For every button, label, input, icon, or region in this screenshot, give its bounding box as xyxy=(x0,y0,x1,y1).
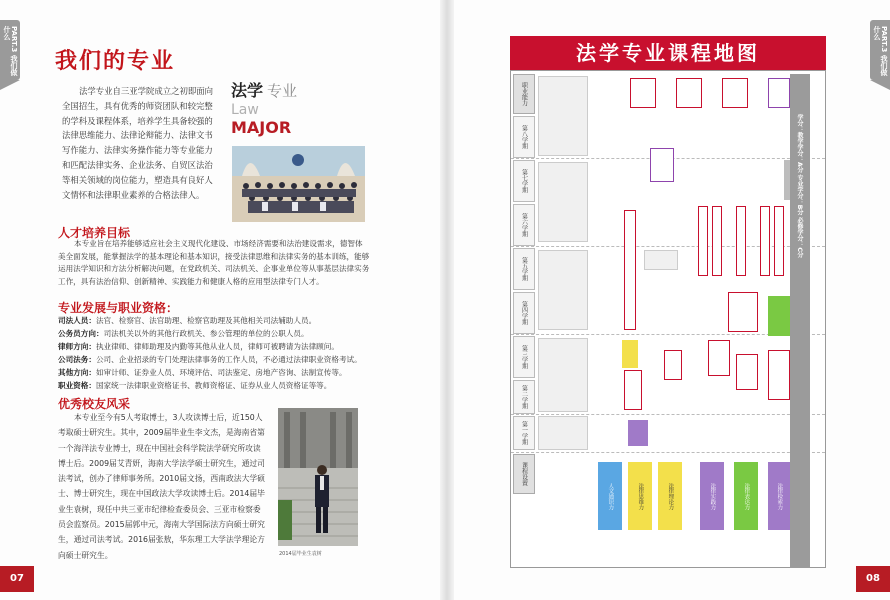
course-map-title: 法学专业课程地图 xyxy=(510,36,826,70)
career-item xyxy=(58,340,378,353)
career-item xyxy=(58,379,378,392)
semester-label: 第一学期 xyxy=(520,421,528,445)
course-box xyxy=(768,78,790,108)
course-box xyxy=(768,350,790,400)
career-item-text: 司法机关以外的其他行政机关、参公管理的单位的公职人员。 xyxy=(103,329,309,338)
page-number-right: 08 xyxy=(856,566,890,592)
career-item-text: 如审计师、证券业人员、环境评估、司法鉴定、房地产咨询、法制宣传等。 xyxy=(95,368,347,377)
course-box xyxy=(698,206,708,276)
ability-category-label: 法律实践力 xyxy=(709,482,716,510)
ability-category-label: 人文通识力 xyxy=(607,482,614,510)
semester-cell xyxy=(513,160,535,202)
career-item-label: 司法人员： xyxy=(58,316,96,325)
career-item-text: 公司、企业招录的专门处理法律事务的工作人员，不必通过法律职业资格考试。 xyxy=(95,355,362,364)
course-box xyxy=(712,206,722,276)
faculty-group-photo xyxy=(232,146,365,222)
map-head-ability xyxy=(513,74,535,114)
ability-category xyxy=(700,462,724,530)
map-head-course xyxy=(513,454,535,494)
course-box xyxy=(760,206,770,276)
course-box xyxy=(650,148,674,182)
major-heading-block xyxy=(231,78,371,137)
course-box xyxy=(630,78,656,108)
row-divider xyxy=(511,414,825,415)
right-side-tab-label: PART.3 我们做什么 xyxy=(873,26,888,76)
career-item-text: 法官、检察官、法官助理、检察官助理及其他相关司法辅助人员。 xyxy=(95,316,317,325)
course-box xyxy=(622,340,638,368)
map-head-course-label: 课程设置 xyxy=(520,462,528,486)
ability-category-label: 法律思维力 xyxy=(637,482,644,510)
career-item-label: 公务员方向： xyxy=(58,329,104,338)
course-box xyxy=(664,350,682,380)
career-item-label: 公司法务： xyxy=(58,355,96,364)
ability-category-label: 法律检索力 xyxy=(776,482,783,510)
training-goal-title: 人才培养目标 xyxy=(58,226,131,240)
career-item xyxy=(58,353,378,366)
alumni-photo xyxy=(278,408,358,546)
credit-side-rule-text: 学分：教学学分：A分 专业学分：B分 必修学分：C分 xyxy=(796,114,803,258)
semester-label: 第七学期 xyxy=(520,169,528,193)
ability-category-label: 法律理论力 xyxy=(667,482,674,510)
semester-label: 第八学期 xyxy=(520,125,528,149)
semester-label: 第三学期 xyxy=(520,345,528,369)
course-text-block xyxy=(538,250,588,330)
left-side-mark xyxy=(0,80,20,90)
career-list xyxy=(58,314,378,392)
page-gutter xyxy=(440,0,454,600)
course-box xyxy=(736,354,758,390)
alumni-text: 本专业至今有5人考取博士，3人攻读博士后，近150人考取硕士研究生。其中，2009届毕业生李文杰，是海南省第一个海洋法专业博士，现在中国社会科学院法学研究所攻读博士后。2009届艾青妍，海南大学法学硕士研究生，通过司法考试，创办了律师事务所。2010届文扬，西南政法大学硕士、博士研究生，现在中国政法大学攻读博士后。2014届毕业生袁树，现任中共三亚市纪律检查委员会、三亚市检察委员会监察员。2015届郭中元，海南大学国际法方向硕士研究生，通过司法考试。2016届张敖，华东理工大学法学理论方向硕士研究生。 xyxy=(58,413,265,560)
major-cn-light: 专业 xyxy=(267,82,298,100)
right-side-mark xyxy=(870,80,890,90)
semester-label: 第二学期 xyxy=(520,385,528,409)
major-en-line2: MAJOR xyxy=(231,118,292,137)
semester-cell xyxy=(513,380,535,414)
career-item xyxy=(58,366,378,379)
course-box xyxy=(644,250,678,270)
career-item-label: 其他方向： xyxy=(58,368,96,377)
course-box xyxy=(728,292,758,332)
career-item-text: 执业律师、律师助理及内勤等其他从业人员，律师可被聘请为法律顾问。 xyxy=(95,342,339,351)
semester-cell xyxy=(513,116,535,158)
career-item xyxy=(58,327,378,340)
major-cn-heading xyxy=(231,78,371,101)
major-cn-main: 法学 xyxy=(231,81,264,100)
semester-cell xyxy=(513,292,535,334)
semester-cell xyxy=(513,416,535,450)
alumni-photo-illustration xyxy=(278,408,358,546)
course-text-block xyxy=(538,416,588,450)
semester-label: 第四学期 xyxy=(520,301,528,325)
right-side-tab xyxy=(870,20,890,80)
map-head-ability-label: 职业能力 xyxy=(520,82,528,106)
career-item-label: 律师方向： xyxy=(58,342,96,351)
semester-cell xyxy=(513,204,535,246)
course-box xyxy=(768,296,790,336)
career-item-text: 国家统一法律职业资格证书、教师资格证、证券从业人员资格证等等。 xyxy=(95,381,332,390)
left-side-tab xyxy=(0,20,20,80)
course-box xyxy=(676,78,702,108)
ability-category xyxy=(768,462,790,530)
course-box xyxy=(628,420,648,446)
row-divider xyxy=(511,452,825,453)
ability-category xyxy=(734,462,758,530)
left-side-tab-label: PART.3 我们做什么 xyxy=(3,26,18,76)
course-box xyxy=(624,370,642,410)
page-title: 我们的专业 xyxy=(55,48,176,74)
page-number-left: 07 xyxy=(0,566,34,592)
course-text-block xyxy=(538,338,588,412)
major-en-line1: Law xyxy=(231,102,259,118)
ability-category xyxy=(658,462,682,530)
training-goal-text: 本专业旨在培养能够适应社会主义现代化建设、市场经济需要和法治建设需求，德智体美全面发展，能掌握法学的基本理论和基本知识，接受法律思维和法律实务的基本训练，能够运用法学知识和方法分析解决问题，在党政机关、司法机关、企事业单位等从事基层法律实务工作，具有法治信仰、创新精神、实践能力和健康人格的应用型法律专门人才。 xyxy=(58,239,370,286)
course-box xyxy=(624,210,636,330)
course-box xyxy=(736,206,746,276)
course-text-block xyxy=(538,162,588,242)
ability-category xyxy=(598,462,622,530)
course-box xyxy=(774,206,784,276)
career-item xyxy=(58,314,378,327)
semester-cell xyxy=(513,336,535,378)
career-item-label: 职业资格： xyxy=(58,381,96,390)
course-text-block xyxy=(538,76,588,156)
semester-cell xyxy=(513,248,535,290)
ability-category-label: 法律表达力 xyxy=(743,482,750,510)
ability-category xyxy=(628,462,652,530)
semester-label: 第五学期 xyxy=(520,257,528,281)
alumni-photo-caption: 2014届毕业生袁树 xyxy=(279,551,322,557)
course-box xyxy=(708,340,730,376)
credit-side-rule xyxy=(790,74,810,568)
intro-paragraph: 法学专业自三亚学院成立之初即面向全国招生，具有优秀的师资团队和较完整的学科及课程体系，培养学生具备较强的法律思维能力、法律论辩能力、法律文书写作能力、法律实务操作能力等专业能力和匹配法律实务、企业法务、自贸区法治等相关领域的岗位能力，塑造具有良好人文情怀和法律职业素养的合格法律人。 xyxy=(62,86,213,200)
career-title: 专业发展与职业资格： xyxy=(58,301,179,315)
group-photo-illustration xyxy=(232,146,365,222)
course-box xyxy=(722,78,748,108)
semester-label: 第六学期 xyxy=(520,213,528,237)
alumni-title: 优秀校友风采 xyxy=(58,397,131,411)
